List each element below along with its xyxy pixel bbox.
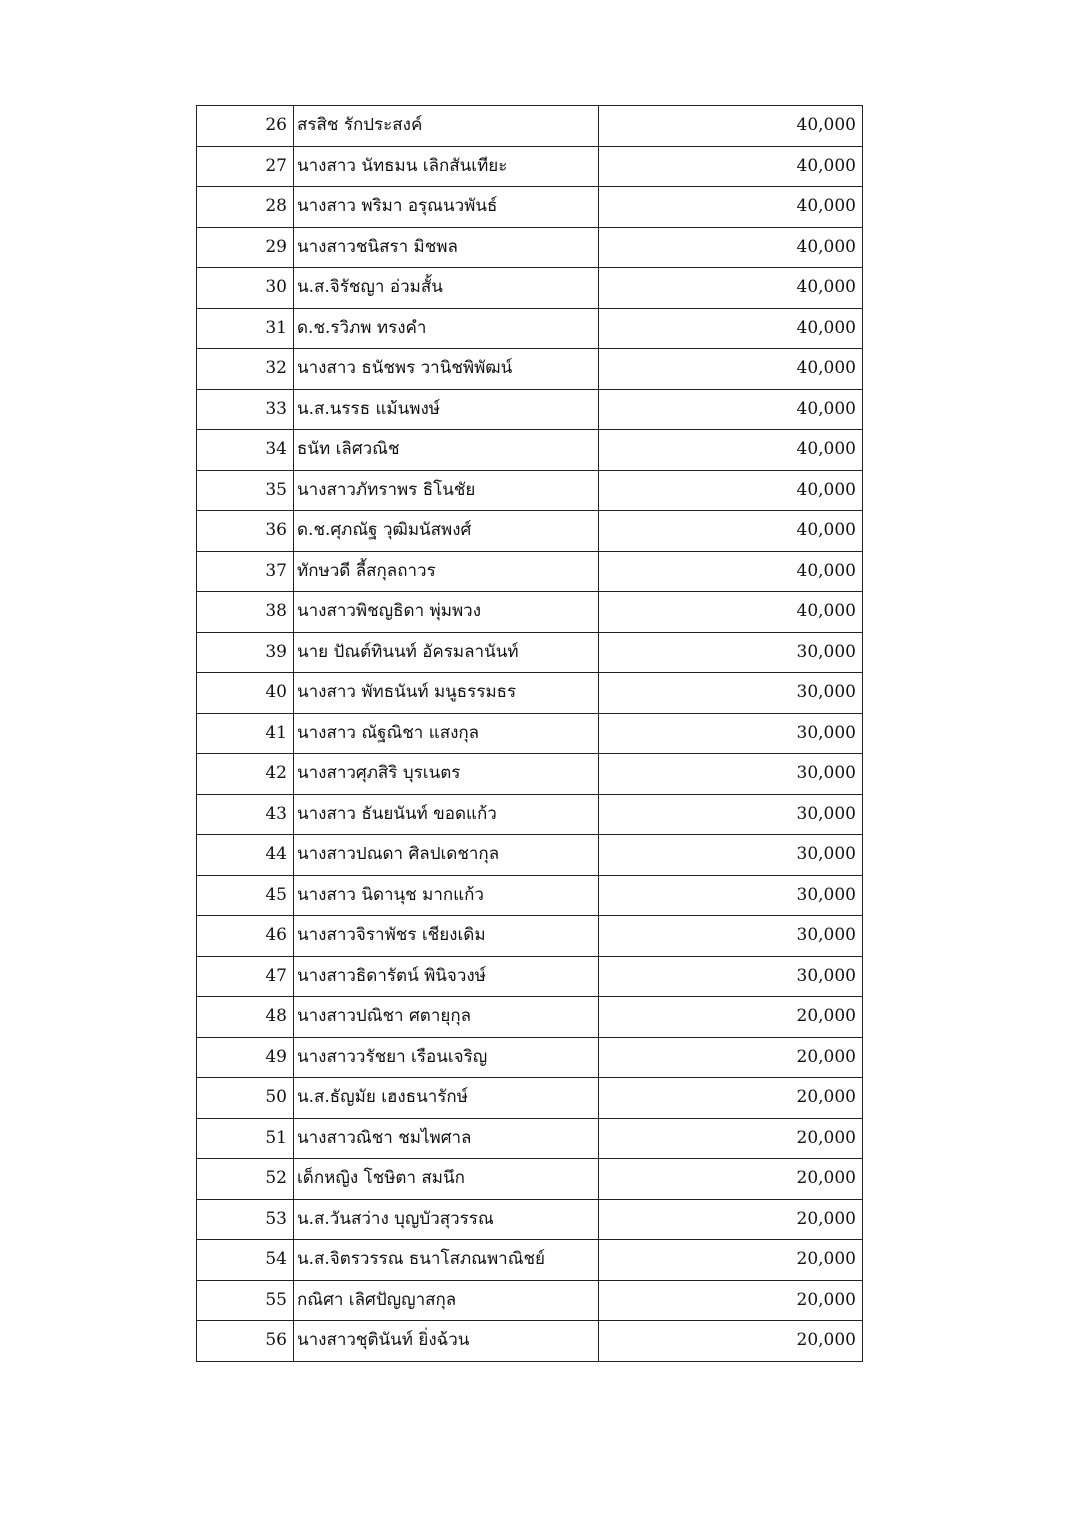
recipient-name: นางสาว ธันยนันท์ ขอดแก้ว: [294, 794, 599, 835]
award-amount: 40,000: [599, 227, 863, 268]
recipient-name: นางสาว ณัฐณิชา แสงกุล: [294, 713, 599, 754]
row-number: 51: [197, 1118, 294, 1159]
row-number: 55: [197, 1280, 294, 1321]
row-number: 27: [197, 146, 294, 187]
row-number: 49: [197, 1037, 294, 1078]
award-amount: 20,000: [599, 1199, 863, 1240]
table-row: [197, 713, 863, 754]
row-number: 36: [197, 511, 294, 552]
recipient-name: น.ส.จิรัชญา อ่วมสั้น: [294, 268, 599, 309]
row-number: 56: [197, 1321, 294, 1362]
table-row: [197, 997, 863, 1038]
table-row: [197, 632, 863, 673]
table-row: [197, 673, 863, 714]
row-number: 38: [197, 592, 294, 633]
row-number: 26: [197, 106, 294, 147]
row-number: 29: [197, 227, 294, 268]
row-number: 46: [197, 916, 294, 957]
row-number: 28: [197, 187, 294, 228]
table-row: [197, 430, 863, 471]
award-amount: 30,000: [599, 916, 863, 957]
table-row: [197, 227, 863, 268]
award-amount: 40,000: [599, 430, 863, 471]
award-amount: 30,000: [599, 713, 863, 754]
recipient-name: นาย ปัณต์ทินนท์ อัครมลานันท์: [294, 632, 599, 673]
row-number: 37: [197, 551, 294, 592]
award-amount: 20,000: [599, 1118, 863, 1159]
recipient-name: น.ส.จิตรวรรณ ธนาโสภณพาณิชย์: [294, 1240, 599, 1281]
table-row: [197, 146, 863, 187]
row-number: 50: [197, 1078, 294, 1119]
award-amount: 40,000: [599, 106, 863, 147]
table-row: [197, 187, 863, 228]
row-number: 44: [197, 835, 294, 876]
row-number: 47: [197, 956, 294, 997]
table-row: [197, 754, 863, 795]
award-amount: 30,000: [599, 875, 863, 916]
table-row: [197, 592, 863, 633]
table-row: [197, 1159, 863, 1200]
row-number: 32: [197, 349, 294, 390]
recipient-name: ธนัท เลิศวณิช: [294, 430, 599, 471]
table-row: [197, 268, 863, 309]
row-number: 53: [197, 1199, 294, 1240]
row-number: 54: [197, 1240, 294, 1281]
row-number: 48: [197, 997, 294, 1038]
award-amount: 40,000: [599, 511, 863, 552]
table-row: [197, 956, 863, 997]
row-number: 39: [197, 632, 294, 673]
award-amount: 20,000: [599, 1240, 863, 1281]
award-amount: 40,000: [599, 308, 863, 349]
recipient-name: นางสาวปณดา ศิลปเดชากุล: [294, 835, 599, 876]
row-number: 52: [197, 1159, 294, 1200]
recipient-name: นางสาวพิชญธิดา พุ่มพวง: [294, 592, 599, 633]
recipient-name: สรสิช รักประสงค์: [294, 106, 599, 147]
row-number: 34: [197, 430, 294, 471]
recipient-name: น.ส.นรรธ แม้นพงษ์: [294, 389, 599, 430]
table-row: [197, 1078, 863, 1119]
table-row: [197, 308, 863, 349]
award-list-table: [196, 105, 863, 1362]
row-number: 45: [197, 875, 294, 916]
recipient-name: นางสาววรัชยา เรือนเจริญ: [294, 1037, 599, 1078]
recipient-name: นางสาว นิดานุช มากแก้ว: [294, 875, 599, 916]
recipient-name: ทักษวดี ลี้สกุลถาวร: [294, 551, 599, 592]
recipient-name: นางสาวธิดารัตน์ พินิจวงษ์: [294, 956, 599, 997]
table-row: [197, 794, 863, 835]
row-number: 35: [197, 470, 294, 511]
award-amount: 30,000: [599, 956, 863, 997]
award-amount: 40,000: [599, 551, 863, 592]
award-amount: 40,000: [599, 470, 863, 511]
recipient-name: นางสาว พัทธนันท์ มนูธรรมธร: [294, 673, 599, 714]
table-row: [197, 551, 863, 592]
table-row: [197, 1240, 863, 1281]
award-amount: 40,000: [599, 389, 863, 430]
award-list-body: [197, 106, 863, 1362]
table-row: [197, 1037, 863, 1078]
table-row: [197, 1280, 863, 1321]
row-number: 40: [197, 673, 294, 714]
award-amount: 40,000: [599, 592, 863, 633]
award-amount: 30,000: [599, 835, 863, 876]
award-amount: 30,000: [599, 632, 863, 673]
recipient-name: นางสาวปณิชา ศตายุกุล: [294, 997, 599, 1038]
table-row: [197, 1118, 863, 1159]
award-amount: 30,000: [599, 673, 863, 714]
award-amount: 20,000: [599, 1280, 863, 1321]
recipient-name: ด.ช.ศุภณัฐ วุฒิมนัสพงศ์: [294, 511, 599, 552]
table-row: [197, 916, 863, 957]
award-amount: 20,000: [599, 997, 863, 1038]
row-number: 30: [197, 268, 294, 309]
row-number: 42: [197, 754, 294, 795]
award-amount: 30,000: [599, 794, 863, 835]
row-number: 33: [197, 389, 294, 430]
recipient-name: นางสาวภัทราพร ธิโนชัย: [294, 470, 599, 511]
table-row: [197, 1321, 863, 1362]
recipient-name: นางสาวณิชา ชมไพศาล: [294, 1118, 599, 1159]
table-row: [197, 470, 863, 511]
recipient-name: นางสาว นัทธมน เลิกสันเทียะ: [294, 146, 599, 187]
recipient-name: นางสาวชนิสรา มิชพล: [294, 227, 599, 268]
award-amount: 40,000: [599, 268, 863, 309]
award-amount: 30,000: [599, 754, 863, 795]
table-row: [197, 835, 863, 876]
table-row: [197, 511, 863, 552]
table-row: [197, 106, 863, 147]
row-number: 43: [197, 794, 294, 835]
table-row: [197, 1199, 863, 1240]
recipient-name: นางสาวจิราพัชร เชียงเดิม: [294, 916, 599, 957]
recipient-name: ด.ช.รวิภพ ทรงคำ: [294, 308, 599, 349]
recipient-name: น.ส.วันสว่าง บุญบัวสุวรรณ: [294, 1199, 599, 1240]
award-amount: 40,000: [599, 349, 863, 390]
award-amount: 40,000: [599, 146, 863, 187]
award-amount: 20,000: [599, 1078, 863, 1119]
recipient-name: เด็กหญิง โชษิตา สมนึก: [294, 1159, 599, 1200]
recipient-name: นางสาวศุภสิริ บุรเนตร: [294, 754, 599, 795]
recipient-name: กณิศา เลิศปัญญาสกุล: [294, 1280, 599, 1321]
recipient-name: นางสาวชุตินันท์ ยิ่งฉ้วน: [294, 1321, 599, 1362]
recipient-name: นางสาว ธนัชพร วานิชพิพัฒน์: [294, 349, 599, 390]
recipient-name: นางสาว พริมา อรุณนวพันธ์: [294, 187, 599, 228]
award-amount: 40,000: [599, 187, 863, 228]
row-number: 41: [197, 713, 294, 754]
table-row: [197, 389, 863, 430]
award-amount: 20,000: [599, 1159, 863, 1200]
table-row: [197, 349, 863, 390]
row-number: 31: [197, 308, 294, 349]
table-row: [197, 875, 863, 916]
award-amount: 20,000: [599, 1037, 863, 1078]
award-amount: 20,000: [599, 1321, 863, 1362]
recipient-name: น.ส.ธัญมัย เฮงธนารักษ์: [294, 1078, 599, 1119]
